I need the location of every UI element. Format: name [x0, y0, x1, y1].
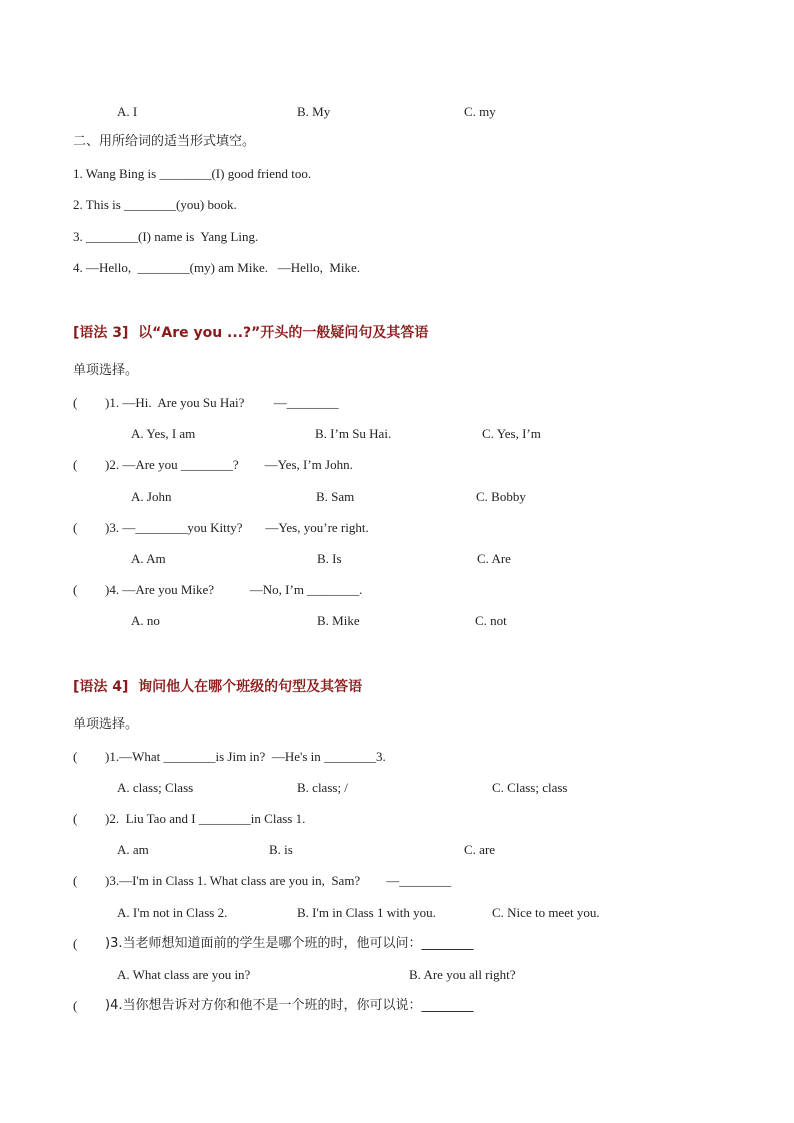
- question-stem: )4.当你想告诉对方你和他不是一个班的时，你可以说：________: [105, 998, 474, 1013]
- question-stem: )3. —________you Kitty? —Yes, you’re right.: [105, 520, 369, 535]
- question-stem: )3.—I'm in Class 1. What class are you in, Sam? —________: [105, 873, 452, 888]
- grammar4-instruction: 单项选择。: [73, 717, 139, 732]
- answer-paren: (: [73, 811, 78, 826]
- option-b: B. Mike: [317, 613, 360, 628]
- fill-line-4: 4. —Hello, ________(my) am Mike. —Hello, Mike.: [73, 260, 361, 275]
- question-stem: )4. —Are you Mike? —No, I’m ________.: [105, 582, 363, 597]
- option-c: C. Yes, I’m: [482, 426, 541, 441]
- option-c: C. Bobby: [476, 489, 526, 504]
- fill-line-1: 1. Wang Bing is ________(I) good friend too.: [73, 166, 312, 181]
- option-a: A. Am: [131, 551, 166, 566]
- option-a: A. no: [131, 613, 160, 628]
- question-stem: )2. Liu Tao and I ________in Class 1.: [105, 811, 306, 826]
- option-a: A. I: [117, 104, 138, 119]
- answer-paren: (: [73, 520, 78, 535]
- question-stem: )1.—What ________is Jim in? —He's in ________3.: [105, 749, 386, 764]
- section-title: 二、用所给词的适当形式填空。: [73, 134, 256, 149]
- option-b: B. I'm in Class 1 with you.: [297, 905, 436, 920]
- option-b: B. Are you all right?: [409, 967, 516, 982]
- option-a: A. am: [117, 842, 149, 857]
- grammar3-instruction: 单项选择。: [73, 363, 139, 378]
- option-c: C. not: [475, 613, 507, 628]
- option-b: B. Is: [317, 551, 342, 566]
- option-c: C. Class; class: [492, 780, 568, 795]
- option-c: C. my: [464, 104, 496, 119]
- answer-paren: (: [73, 582, 78, 597]
- grammar3-heading: [语法 3] 以“Are you ...?”开头的一般疑问句及其答语: [73, 325, 429, 341]
- option-c: C. are: [464, 842, 496, 857]
- answer-paren: (: [73, 873, 78, 888]
- option-b: B. I’m Su Hai.: [315, 426, 392, 441]
- option-a: A. John: [131, 489, 172, 504]
- question-stem: )2. —Are you ________? —Yes, I’m John.: [105, 457, 353, 472]
- option-b: B. class; /: [297, 780, 348, 795]
- answer-paren: (: [73, 936, 78, 951]
- answer-paren: (: [73, 457, 78, 472]
- answer-paren: (: [73, 998, 78, 1013]
- answer-paren: (: [73, 395, 78, 410]
- fill-line-2: 2. This is ________(you) book.: [73, 197, 237, 212]
- grammar4-heading: [语法 4] 询问他人在哪个班级的句型及其答语: [73, 679, 363, 695]
- option-a: A. What class are you in?: [117, 967, 251, 982]
- option-a: A. class; Class: [117, 780, 194, 795]
- fill-line-3: 3. ________(I) name is Yang Ling.: [73, 229, 259, 244]
- option-b: B. Sam: [316, 489, 355, 504]
- answer-paren: (: [73, 749, 78, 764]
- option-b: B. My: [297, 104, 331, 119]
- option-a: A. I'm not in Class 2.: [117, 905, 228, 920]
- option-c: C. Are: [477, 551, 511, 566]
- question-stem: )3.当老师想知道面前的学生是哪个班的时，他可以问：________: [105, 936, 474, 951]
- question-stem: )1. —Hi. Are you Su Hai? —________: [105, 395, 339, 410]
- option-c: C. Nice to meet you.: [492, 905, 600, 920]
- option-b: B. is: [269, 842, 293, 857]
- option-a: A. Yes, I am: [131, 426, 196, 441]
